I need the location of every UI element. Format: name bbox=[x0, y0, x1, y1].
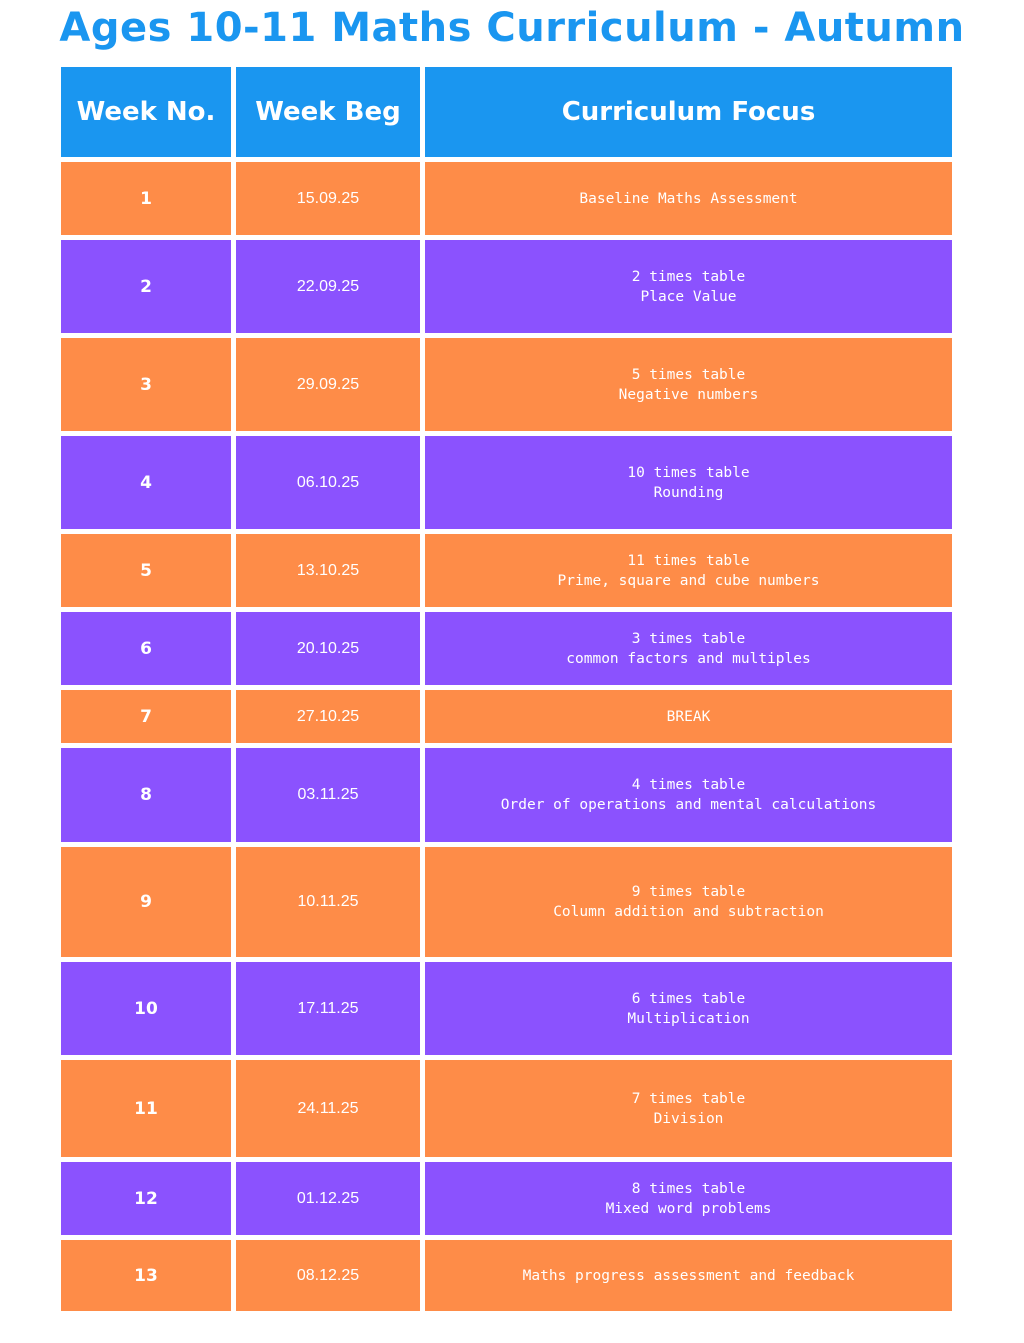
focus-line: 8 times table bbox=[631, 1180, 746, 1197]
focus-line: 5 times table bbox=[631, 366, 746, 383]
table-row bbox=[61, 1240, 952, 1311]
page-title: Ages 10-11 Maths Curriculum - Autumn bbox=[59, 5, 965, 51]
week-number: 5 bbox=[61, 534, 231, 607]
curriculum-focus bbox=[425, 690, 952, 743]
week-beginning-date: 03.11.25 bbox=[236, 748, 420, 842]
focus-line: Mixed word problems bbox=[605, 1200, 772, 1217]
week-beginning-date: 01.12.25 bbox=[236, 1162, 420, 1235]
table-row bbox=[61, 748, 952, 842]
table-row bbox=[61, 1060, 952, 1157]
curriculum-focus bbox=[425, 612, 952, 685]
week-number: 13 bbox=[61, 1240, 231, 1311]
focus-line: Order of operations and mental calculations bbox=[500, 797, 877, 813]
week-number: 1 bbox=[61, 162, 231, 235]
focus-line: Multiplication bbox=[627, 1010, 750, 1027]
week-number: 4 bbox=[61, 436, 231, 529]
focus-line: Prime, square and cube numbers bbox=[557, 572, 820, 589]
week-beginning-date: 06.10.25 bbox=[236, 436, 420, 529]
focus-line: Division bbox=[653, 1110, 724, 1127]
curriculum-focus bbox=[425, 847, 952, 957]
week-number: 9 bbox=[61, 847, 231, 957]
curriculum-focus bbox=[425, 436, 952, 529]
week-beginning-date: 22.09.25 bbox=[236, 240, 420, 333]
week-number: 12 bbox=[61, 1162, 231, 1235]
curriculum-focus bbox=[425, 962, 952, 1055]
curriculum-focus bbox=[425, 1060, 952, 1157]
week-number: 2 bbox=[61, 240, 231, 333]
week-number: 6 bbox=[61, 612, 231, 685]
table-row bbox=[61, 847, 952, 957]
curriculum-focus bbox=[425, 338, 952, 431]
focus-line: BREAK bbox=[666, 708, 711, 725]
header-curriculum-focus: Curriculum Focus bbox=[425, 67, 952, 157]
week-beginning-date: 20.10.25 bbox=[236, 612, 420, 685]
table-row bbox=[61, 436, 952, 529]
week-beginning-date: 08.12.25 bbox=[236, 1240, 420, 1311]
focus-line: 3 times table bbox=[631, 630, 746, 647]
focus-line: 2 times table bbox=[631, 268, 746, 285]
focus-line: Column addition and subtraction bbox=[553, 904, 824, 920]
focus-line: 11 times table bbox=[627, 552, 750, 569]
focus-line: common factors and multiples bbox=[566, 650, 811, 667]
week-number: 11 bbox=[61, 1060, 231, 1157]
focus-line: 4 times table bbox=[631, 777, 746, 793]
week-number: 3 bbox=[61, 338, 231, 431]
week-beginning-date: 13.10.25 bbox=[236, 534, 420, 607]
table-row bbox=[61, 612, 952, 685]
week-beginning-date: 10.11.25 bbox=[236, 847, 420, 957]
curriculum-focus bbox=[425, 748, 952, 842]
header-week-no: Week No. bbox=[61, 67, 231, 157]
focus-line: 6 times table bbox=[631, 990, 746, 1007]
table-row bbox=[61, 338, 952, 431]
focus-line: Place Value bbox=[640, 288, 737, 305]
curriculum-focus bbox=[425, 240, 952, 333]
table-row bbox=[61, 1162, 952, 1235]
focus-line: Negative numbers bbox=[618, 386, 759, 403]
focus-line: 7 times table bbox=[631, 1090, 746, 1107]
week-number: 7 bbox=[61, 690, 231, 743]
table-row bbox=[61, 690, 952, 743]
week-number: 10 bbox=[61, 962, 231, 1055]
week-beginning-date: 27.10.25 bbox=[236, 690, 420, 743]
week-number: 8 bbox=[61, 748, 231, 842]
curriculum-focus bbox=[425, 1162, 952, 1235]
focus-line: Maths progress assessment and feedback bbox=[522, 1267, 855, 1284]
week-beginning-date: 15.09.25 bbox=[236, 162, 420, 235]
table-header-row bbox=[61, 67, 952, 157]
table-row bbox=[61, 534, 952, 607]
week-beginning-date: 29.09.25 bbox=[236, 338, 420, 431]
header-week-beg: Week Beg bbox=[236, 67, 420, 157]
week-beginning-date: 24.11.25 bbox=[236, 1060, 420, 1157]
table-row bbox=[61, 162, 952, 235]
curriculum-focus bbox=[425, 162, 952, 235]
curriculum-focus bbox=[425, 534, 952, 607]
focus-line: Rounding bbox=[653, 484, 724, 501]
focus-line: 10 times table bbox=[627, 464, 750, 481]
week-beginning-date: 17.11.25 bbox=[236, 962, 420, 1055]
focus-line: Baseline Maths Assessment bbox=[579, 190, 798, 207]
curriculum-focus bbox=[425, 1240, 952, 1311]
curriculum-table bbox=[61, 67, 952, 1311]
table-row bbox=[61, 240, 952, 333]
focus-line: 9 times table bbox=[631, 884, 746, 900]
table-row bbox=[61, 962, 952, 1055]
